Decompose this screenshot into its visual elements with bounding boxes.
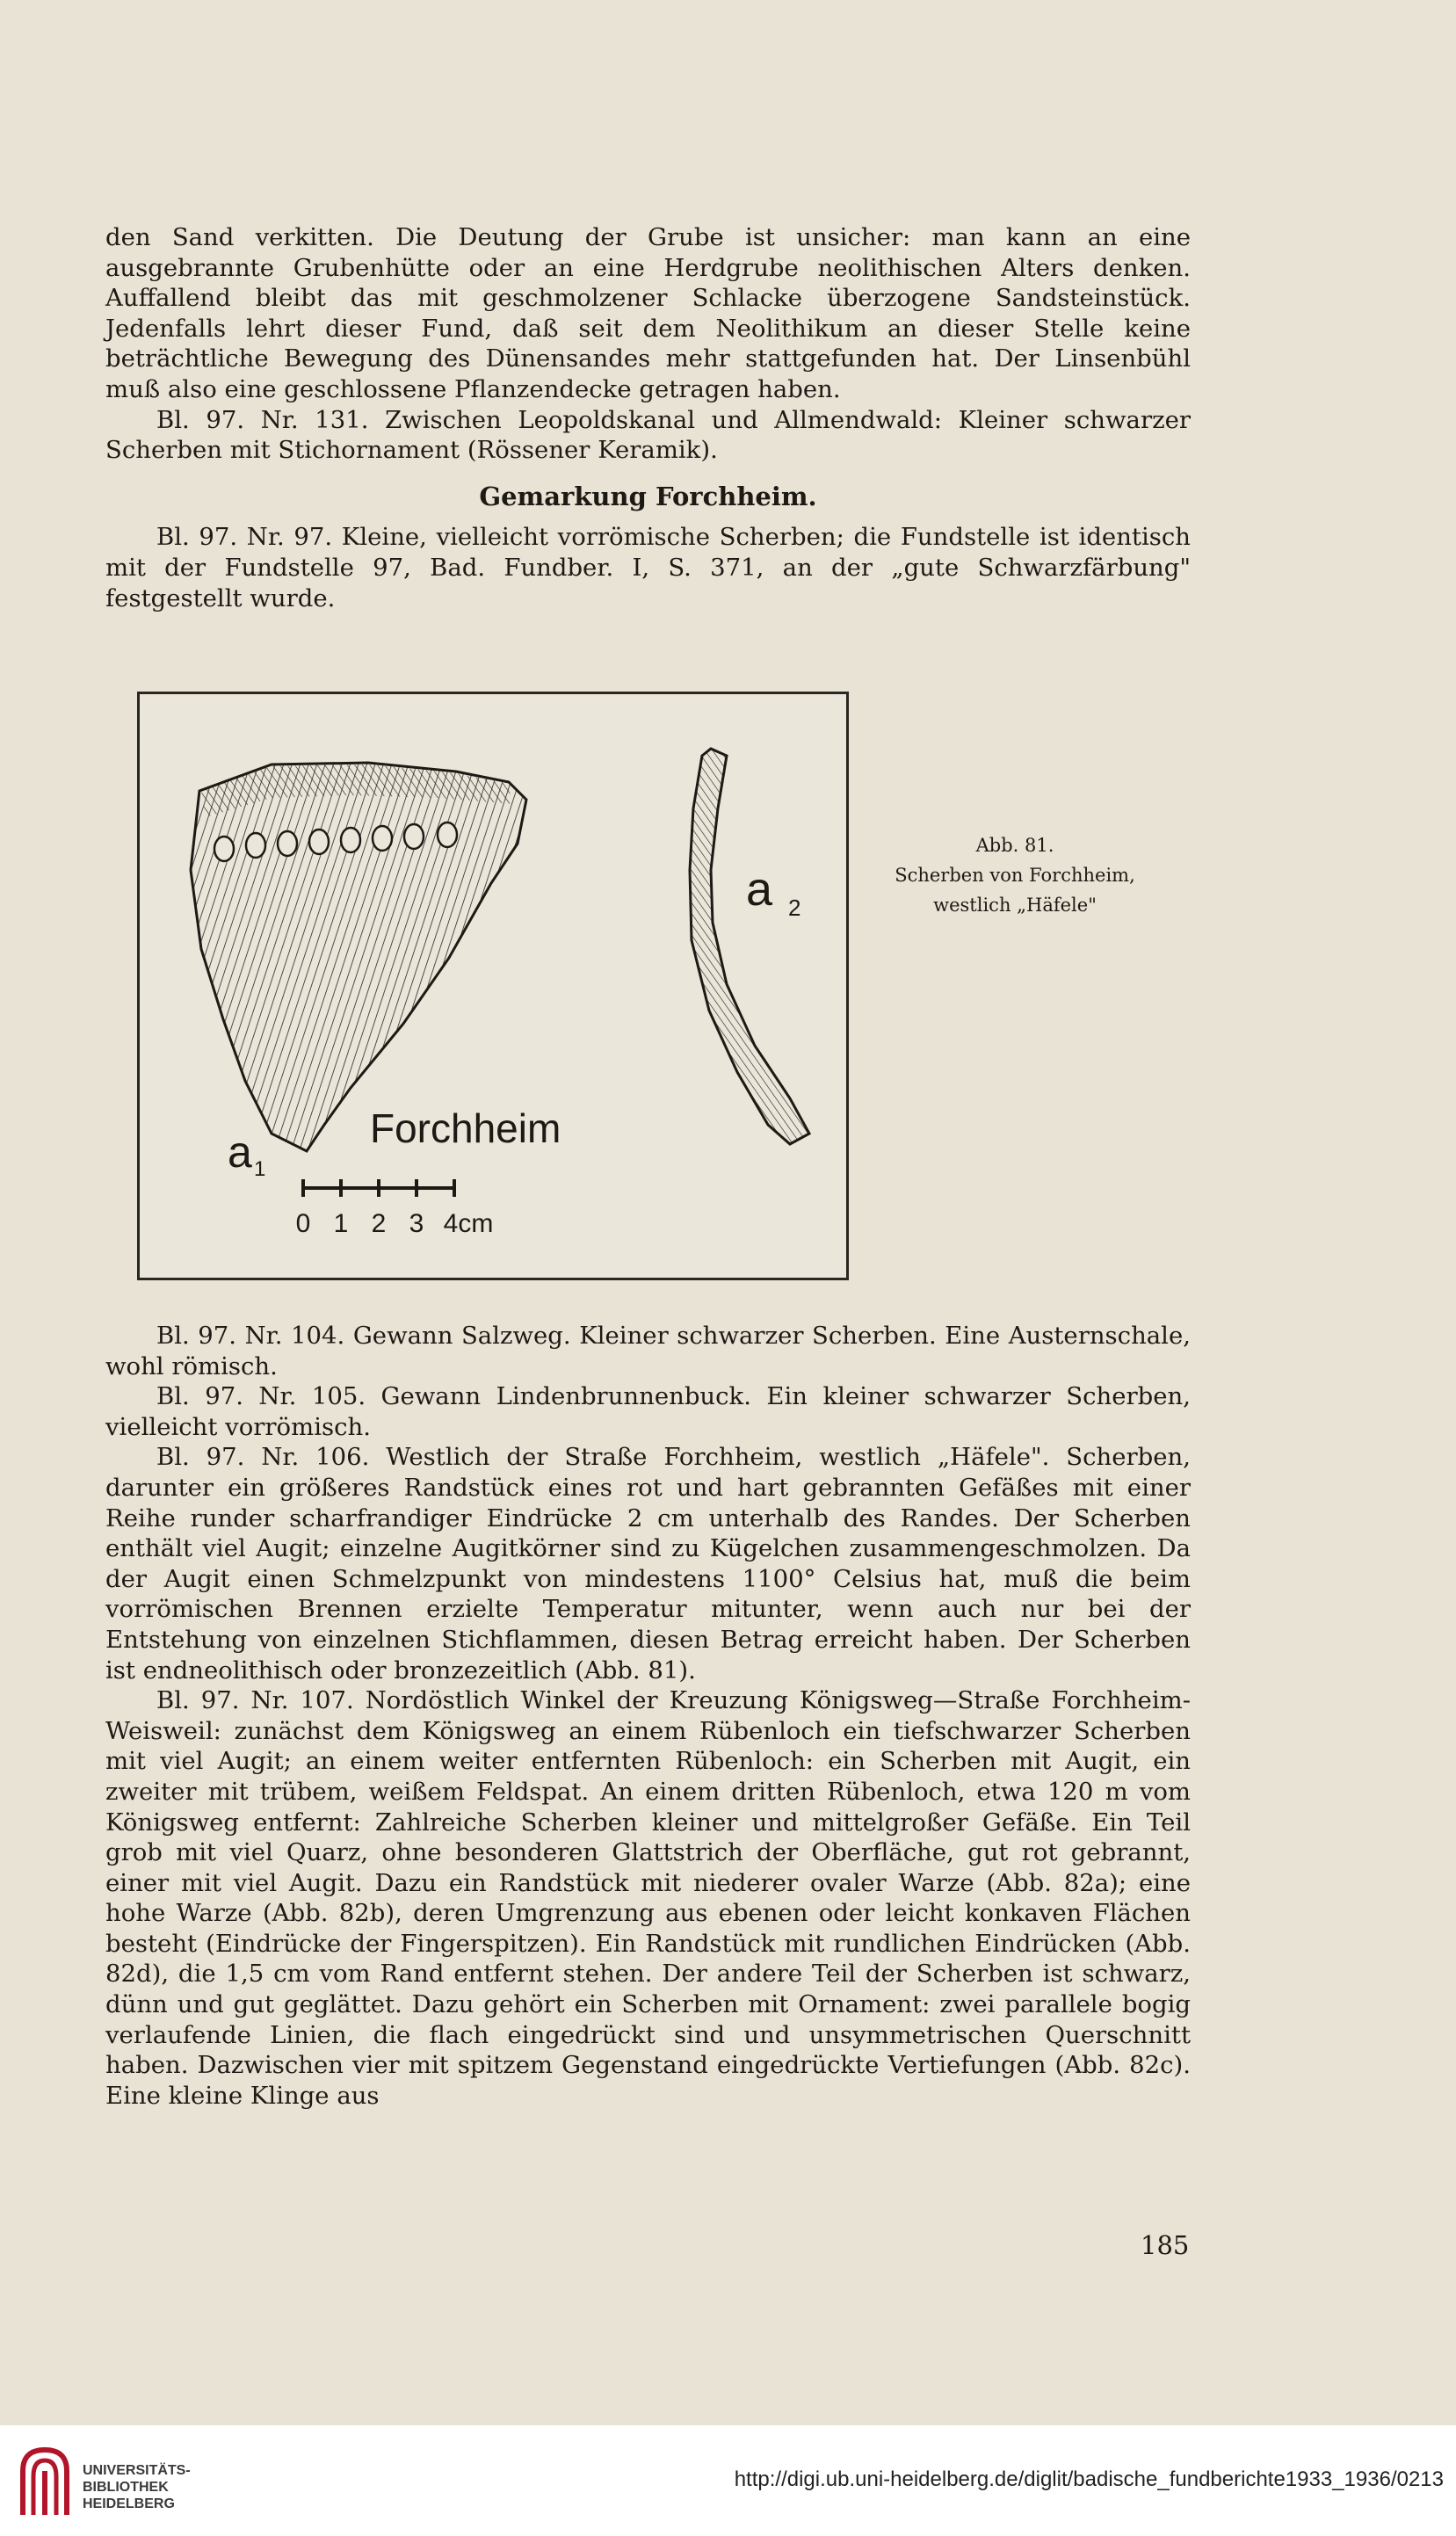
figure-abb-81 <box>137 692 849 1280</box>
paragraph: Bl. 97. Nr. 131. Zwischen Leopoldskanal und Allmendwald: Kleiner schwarzer Scherben mit Stichornament (Rössener Keramik). <box>105 405 1191 465</box>
scale-bar <box>303 1179 456 1197</box>
scale-tick-label: 3 <box>409 1209 424 1238</box>
logo-line: HEIDELBERG <box>83 2496 175 2511</box>
permalink-url[interactable]: http://digi.ub.uni-heidelberg.de/diglit/badische_fundberichte1933_1936/0213 <box>734 2467 1444 2491</box>
paragraph: Bl. 97. Nr. 107. Nordöstlich Winkel der Kreuzung Königsweg—Straße Forchheim-Weisweil: zunächst dem Königsweg an einem Rübenloch ein tiefschwarzer Scherben mit viel Augit; an einem weiter entfernten Rübenloch: ein Scherben mit Augit, ein zweiter mit trübem, weißem Feldspat. An einem dritten Rübenloch, etwa 120 m vom Königsweg entfernt: Zahlreiche Scherben kleiner und mittelgroßer Gefäße. Ein Teil grob mit viel Quarz, ohne besonderen Glattstrich der Oberfläche, gut rot gebrannt, einer mit viel Augit. Dazu ein Randstück mit niederer ovaler Warze (Abb. 82a); eine hohe Warze (Abb. 82b), deren Umgrenzung aus ebenen oder leicht konkaven Flächen besteht (Eindrücke der Fingerspitzen). Ein Randstück mit rundlichen Eindrücken (Abb. 82d), die 1,5 cm vom Rand entfernt stehen. Der andere Teil der Scherben ist schwarz, dünn und gut geglättet. Dazu gehört ein Scherben mit Ornament: zwei parallele bogig verlaufende Linien, die flach eingedrückt sind und unsymmetrischen Querschnitt haben. Dazwischen vier mit spitzem Gegenstand eingedrückte Vertiefungen (Abb. 82c). Eine kleine Klinge aus <box>105 1686 1191 2110</box>
logo-line: BIBLIOTHEK <box>83 2480 169 2495</box>
sherd-drawing <box>140 694 846 1278</box>
library-logo-text <box>83 2462 191 2512</box>
library-logo-icon <box>16 2445 74 2520</box>
scale-tick-label: 0 <box>295 1209 311 1238</box>
label-a1-subscript: 1 <box>254 1157 266 1181</box>
caption-line: Abb. 81. <box>975 835 1054 856</box>
paragraph: Bl. 97. Nr. 106. Westlich der Straße Forchheim, westlich „Häfele". Scherben, darunter ein größeres Randstück eines rot und hart gebrannten Gefäßes mit einer Reihe runder scharfrandiger Eindrücke 2 cm unterhalb des Randes. Der Scherben enthält viel Augit; einzelne Augitkörner sind zu Kügelchen zusammengeschmolzen. Da der Augit einen Schmelzpunkt von mindestens 1100° Celsius hat, muß die beim vorrömischen Brennen erzielte Temperatur mitunter, wenn auch nur bei der Entstehung von einzelnen Stichflammen, diesen Betrag erreicht haben. Der Scherben ist endneolithisch oder bronzezeitlich (Abb. 81). <box>105 1443 1191 1685</box>
figure-caption <box>870 830 1160 920</box>
logo-line: UNIVERSITÄTS- <box>83 2463 191 2478</box>
label-a2-subscript: 2 <box>788 895 801 921</box>
sherd-a1-shape <box>191 763 526 1151</box>
scale-tick-label: 2 <box>371 1209 387 1238</box>
scale-tick-label: 4cm <box>443 1209 494 1238</box>
label-a2: a <box>746 863 773 916</box>
impression-dot <box>404 824 424 849</box>
site-label: Forchheim <box>370 1105 561 1151</box>
text-block-bottom <box>105 1321 1191 2111</box>
paragraph: den Sand verkitten. Die Deutung der Grube ist unsicher: man kann an eine ausgebrannte Grubenhütte oder an eine Herdgrube neolithischen Alters denken. Auffallend bleibt das mit geschmolzener Schlacke überzogene Sandsteinstück. Jedenfalls lehrt dieser Fund, daß seit dem Neolithikum an dieser Stelle keine beträchtliche Bewegung des Dünensandes mehr stattgefunden hat. Der Linsenbühl muß also eine geschlossene Pflanzendecke getragen haben. <box>105 223 1191 403</box>
scale-tick-label: 1 <box>333 1209 349 1238</box>
impression-dot <box>438 822 457 847</box>
paragraph: Bl. 97. Nr. 105. Gewann Lindenbrunnenbuck. Ein kleiner schwarzer Scherben, vielleicht vorrömisch. <box>105 1382 1191 1441</box>
caption-line: westlich „Häfele" <box>933 895 1097 916</box>
impression-dot <box>373 826 392 851</box>
text-block-top <box>105 222 1191 613</box>
footer-bar <box>0 2425 1456 2536</box>
paragraph: Bl. 97. Nr. 97. Kleine, vielleicht vorrömische Scherben; die Fundstelle ist identisch mit der Fundstelle 97, Bad. Fundber. I, S. 371, an der „gute Schwarzfärbung" festgestellt wurde. <box>105 523 1191 612</box>
impression-dot <box>341 828 360 852</box>
impression-dot <box>214 837 234 861</box>
impression-dot <box>278 831 297 856</box>
impression-dot <box>309 830 329 854</box>
impression-dot <box>246 833 265 858</box>
caption-line: Scherben von Forchheim, <box>895 865 1135 886</box>
sherd-a2-profile <box>690 749 809 1144</box>
label-a1: a <box>228 1127 252 1177</box>
page-number: 185 <box>1141 2230 1190 2260</box>
paragraph: Bl. 97. Nr. 104. Gewann Salzweg. Kleiner schwarzer Scherben. Eine Austernschale, wohl römisch. <box>105 1322 1191 1380</box>
section-heading: Gemarkung Forchheim. <box>479 481 817 511</box>
